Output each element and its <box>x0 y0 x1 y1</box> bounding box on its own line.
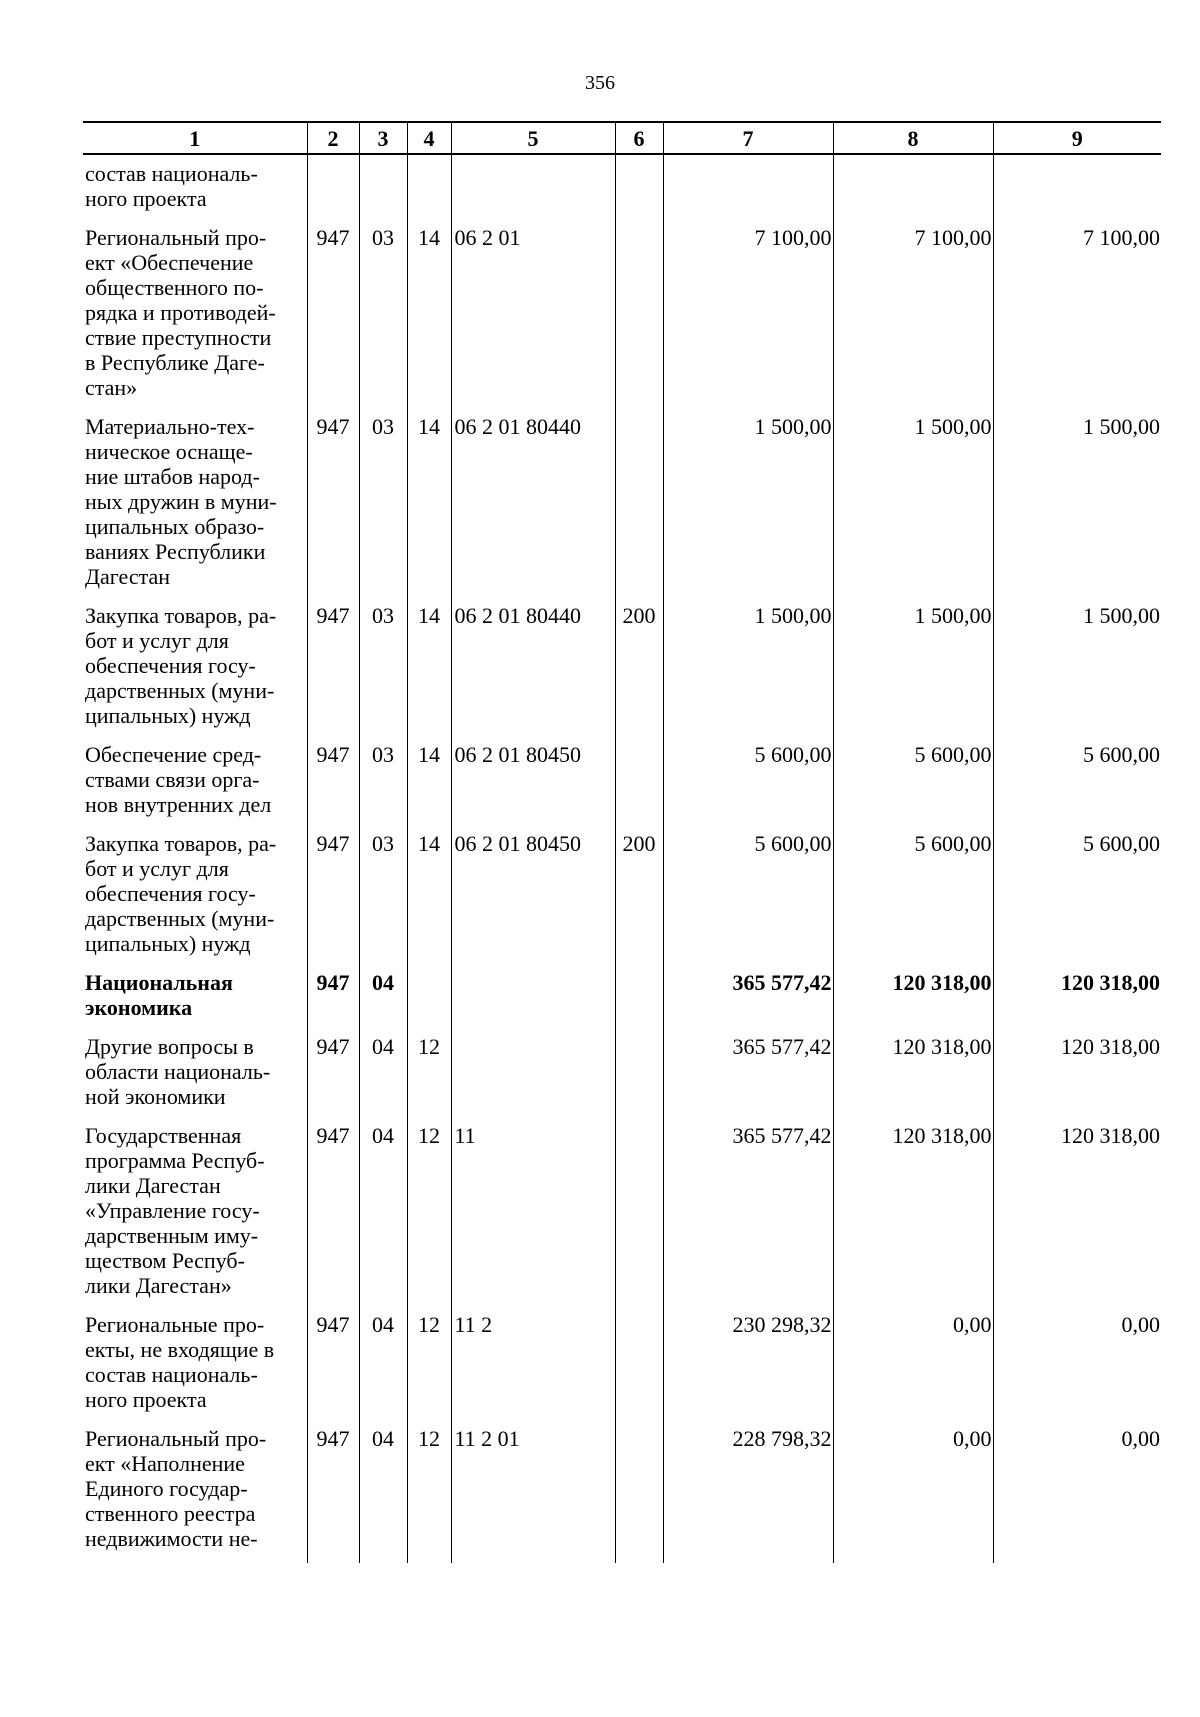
item-name-line: екты, не входящие в <box>85 1337 275 1362</box>
item-name-line: дарственных (муни- <box>85 678 275 703</box>
item-name-line: Региональный про- <box>85 225 267 250</box>
item-name-line: ципальных образо- <box>85 514 265 539</box>
cell-csr: 06 2 01 80450 <box>451 742 615 831</box>
item-name-line: общественного по- <box>85 275 264 300</box>
header-col-6: 6 <box>615 122 663 154</box>
cell-grbs: 947 <box>307 225 359 414</box>
cell-vr <box>615 1312 663 1426</box>
cell-pr: 14 <box>407 603 451 742</box>
cell-item-name <box>83 154 307 225</box>
cell-rz: 03 <box>359 603 407 742</box>
cell-csr <box>451 154 615 225</box>
item-name-line: «Управление госу- <box>85 1198 260 1223</box>
item-name-line: Региональный про- <box>85 1426 267 1451</box>
budget-table <box>83 121 1161 1563</box>
item-name-line: состав националь- <box>85 1362 258 1387</box>
cell-amount-year-2: 7 100,00 <box>833 225 993 414</box>
item-name-line: ципальных) нужд <box>85 931 251 956</box>
cell-item-name <box>83 225 307 414</box>
cell-grbs: 947 <box>307 831 359 970</box>
cell-pr: 12 <box>407 1426 451 1563</box>
cell-pr <box>407 154 451 225</box>
cell-item-name <box>83 970 307 1034</box>
item-name-line: обеспечения госу- <box>85 653 256 678</box>
item-name-line: стан» <box>85 375 138 400</box>
item-name-line: в Республике Даге- <box>85 350 265 375</box>
cell-vr: 200 <box>615 603 663 742</box>
cell-amount-year-1: 7 100,00 <box>663 225 833 414</box>
cell-amount-year-3: 7 100,00 <box>993 225 1161 414</box>
cell-amount-year-1: 5 600,00 <box>663 742 833 831</box>
cell-amount-year-1: 365 577,42 <box>663 1123 833 1312</box>
cell-amount-year-2: 120 318,00 <box>833 970 993 1034</box>
item-name-line: Обеспечение сред- <box>85 742 262 767</box>
cell-item-name <box>83 831 307 970</box>
header-col-7: 7 <box>663 122 833 154</box>
item-name-line: Закупка товаров, ра- <box>85 831 277 856</box>
cell-csr: 11 2 01 <box>451 1426 615 1563</box>
table-row <box>83 831 1161 970</box>
item-name-line: дарственных (муни- <box>85 906 275 931</box>
cell-amount-year-2: 120 318,00 <box>833 1123 993 1312</box>
cell-pr <box>407 970 451 1034</box>
cell-vr <box>615 1426 663 1563</box>
cell-csr: 06 2 01 80440 <box>451 603 615 742</box>
table-row <box>83 154 1161 225</box>
cell-vr <box>615 1034 663 1123</box>
cell-amount-year-2: 120 318,00 <box>833 1034 993 1123</box>
cell-amount-year-1: 1 500,00 <box>663 603 833 742</box>
cell-amount-year-3: 0,00 <box>993 1312 1161 1426</box>
item-name-line: экономика <box>85 995 193 1020</box>
item-name-line: программа Респуб- <box>85 1148 265 1173</box>
item-name-line: ных дружин в муни- <box>85 489 277 514</box>
item-name-line: области националь- <box>85 1059 271 1084</box>
cell-rz: 04 <box>359 1123 407 1312</box>
item-name-line: ствами связи орга- <box>85 767 260 792</box>
cell-item-name <box>83 1426 307 1563</box>
cell-amount-year-3: 5 600,00 <box>993 742 1161 831</box>
header-col-3: 3 <box>359 122 407 154</box>
cell-amount-year-2 <box>833 154 993 225</box>
item-name-line: ществом Респуб- <box>85 1248 245 1273</box>
header-col-5: 5 <box>451 122 615 154</box>
cell-pr: 14 <box>407 831 451 970</box>
cell-item-name <box>83 742 307 831</box>
item-name-line: дарственным иму- <box>85 1223 259 1248</box>
cell-rz: 03 <box>359 742 407 831</box>
cell-vr: 200 <box>615 831 663 970</box>
cell-grbs: 947 <box>307 1034 359 1123</box>
item-name-line: ствие преступности <box>85 325 272 350</box>
cell-csr <box>451 970 615 1034</box>
cell-amount-year-3: 120 318,00 <box>993 1123 1161 1312</box>
table-row <box>83 414 1161 603</box>
cell-rz: 04 <box>359 1034 407 1123</box>
cell-amount-year-2: 5 600,00 <box>833 831 993 970</box>
cell-grbs: 947 <box>307 970 359 1034</box>
cell-csr: 06 2 01 <box>451 225 615 414</box>
item-name-line: ваниях Республики <box>85 539 266 564</box>
cell-amount-year-3: 120 318,00 <box>993 1034 1161 1123</box>
table-header <box>83 122 1161 154</box>
cell-rz: 04 <box>359 1312 407 1426</box>
item-name-line: ственного реестра <box>85 1501 256 1526</box>
cell-item-name <box>83 1312 307 1426</box>
cell-amount-year-1 <box>663 154 833 225</box>
item-name-line: бот и услуг для <box>85 856 229 881</box>
item-name-line: ект «Обеспечение <box>85 250 254 275</box>
table-row <box>83 970 1161 1034</box>
cell-grbs <box>307 154 359 225</box>
cell-vr <box>615 225 663 414</box>
cell-grbs: 947 <box>307 1123 359 1312</box>
cell-rz <box>359 154 407 225</box>
item-name-line: ципальных) нужд <box>85 703 251 728</box>
cell-vr <box>615 742 663 831</box>
item-name-line: Государственная <box>85 1123 242 1148</box>
cell-pr: 14 <box>407 742 451 831</box>
cell-rz: 03 <box>359 225 407 414</box>
header-row <box>83 122 1161 154</box>
cell-item-name <box>83 603 307 742</box>
cell-vr <box>615 154 663 225</box>
cell-amount-year-1: 5 600,00 <box>663 831 833 970</box>
page-number: 356 <box>585 72 615 94</box>
cell-grbs: 947 <box>307 1426 359 1563</box>
item-name-line: нов внутренних дел <box>85 792 272 817</box>
cell-amount-year-2: 0,00 <box>833 1426 993 1563</box>
cell-amount-year-3: 1 500,00 <box>993 603 1161 742</box>
cell-grbs: 947 <box>307 603 359 742</box>
cell-amount-year-3: 0,00 <box>993 1426 1161 1563</box>
item-name-line: ние штабов народ- <box>85 464 260 489</box>
cell-grbs: 947 <box>307 742 359 831</box>
cell-pr: 14 <box>407 225 451 414</box>
cell-vr <box>615 1123 663 1312</box>
item-name-line: Закупка товаров, ра- <box>85 603 277 628</box>
cell-rz: 04 <box>359 1426 407 1563</box>
table-row <box>83 1312 1161 1426</box>
table-row <box>83 1426 1161 1563</box>
cell-csr: 06 2 01 80450 <box>451 831 615 970</box>
cell-csr <box>451 1034 615 1123</box>
cell-vr <box>615 414 663 603</box>
cell-item-name <box>83 1034 307 1123</box>
table-row <box>83 225 1161 414</box>
item-name-line: Региональные про- <box>85 1312 265 1337</box>
cell-amount-year-3: 5 600,00 <box>993 831 1161 970</box>
item-name-line: ект «Наполнение <box>85 1451 245 1476</box>
cell-amount-year-1: 230 298,32 <box>663 1312 833 1426</box>
item-name-line: рядка и противодей- <box>85 300 276 325</box>
table-row <box>83 742 1161 831</box>
cell-amount-year-2: 1 500,00 <box>833 603 993 742</box>
cell-amount-year-1: 228 798,32 <box>663 1426 833 1563</box>
item-name-line: лики Дагестан» <box>85 1273 232 1298</box>
table-body <box>83 154 1161 1563</box>
cell-grbs: 947 <box>307 414 359 603</box>
item-name-line: Национальная <box>85 970 233 995</box>
item-name-line: ническое оснаще- <box>85 439 253 464</box>
cell-rz: 04 <box>359 970 407 1034</box>
item-name-line: лики Дагестан <box>85 1173 221 1198</box>
item-name-line: бот и услуг для <box>85 628 229 653</box>
cell-rz: 03 <box>359 831 407 970</box>
item-name-line: обеспечения госу- <box>85 881 256 906</box>
cell-amount-year-2: 1 500,00 <box>833 414 993 603</box>
cell-amount-year-3 <box>993 154 1161 225</box>
cell-item-name <box>83 414 307 603</box>
cell-amount-year-3: 1 500,00 <box>993 414 1161 603</box>
item-name-line: Другие вопросы в <box>85 1034 254 1059</box>
cell-csr: 11 2 <box>451 1312 615 1426</box>
item-name-line: Дагестан <box>85 564 171 589</box>
table-row <box>83 1123 1161 1312</box>
header-col-9: 9 <box>993 122 1161 154</box>
item-name-line: ной экономики <box>85 1084 226 1109</box>
cell-grbs: 947 <box>307 1312 359 1426</box>
cell-amount-year-1: 1 500,00 <box>663 414 833 603</box>
cell-amount-year-2: 0,00 <box>833 1312 993 1426</box>
cell-pr: 12 <box>407 1312 451 1426</box>
item-name-line: состав националь- <box>85 161 258 186</box>
item-name-line: Материально-тех- <box>85 414 255 439</box>
item-name-line: ного проекта <box>85 1387 207 1412</box>
table-row <box>83 603 1161 742</box>
item-name-line: ного проекта <box>85 186 207 211</box>
header-col-4: 4 <box>407 122 451 154</box>
cell-amount-year-1: 365 577,42 <box>663 970 833 1034</box>
cell-csr: 06 2 01 80440 <box>451 414 615 603</box>
cell-amount-year-2: 5 600,00 <box>833 742 993 831</box>
cell-csr: 11 <box>451 1123 615 1312</box>
item-name-line: недвижимости не- <box>85 1526 258 1551</box>
cell-pr: 12 <box>407 1034 451 1123</box>
cell-item-name <box>83 1123 307 1312</box>
cell-amount-year-1: 365 577,42 <box>663 1034 833 1123</box>
header-col-8: 8 <box>833 122 993 154</box>
cell-pr: 14 <box>407 414 451 603</box>
cell-pr: 12 <box>407 1123 451 1312</box>
header-col-1: 1 <box>83 122 307 154</box>
item-name-line: Единого государ- <box>85 1476 248 1501</box>
cell-vr <box>615 970 663 1034</box>
header-col-2: 2 <box>307 122 359 154</box>
cell-rz: 03 <box>359 414 407 603</box>
cell-amount-year-3: 120 318,00 <box>993 970 1161 1034</box>
table-row <box>83 1034 1161 1123</box>
